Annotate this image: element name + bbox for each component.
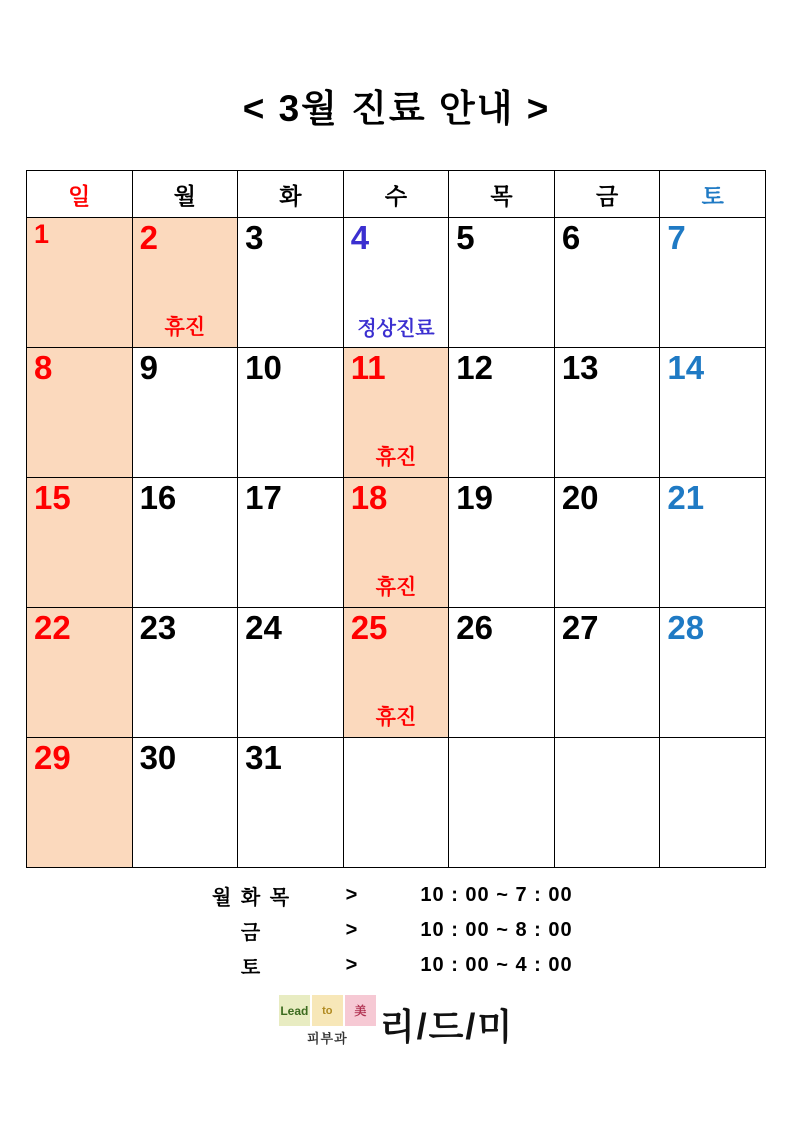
calendar-day-cell[interactable] [449, 608, 555, 738]
calendar-day-cell[interactable] [132, 738, 238, 868]
weekday-header-tue: 화 [238, 171, 344, 218]
calendar-day-cell[interactable] [27, 478, 133, 608]
day-number: 24 [245, 609, 282, 646]
business-hours-arrow-icon: > [345, 954, 358, 976]
day-number: 8 [34, 349, 53, 386]
day-number: 23 [139, 609, 177, 646]
day-number: 20 [561, 479, 599, 516]
calendar-day-cell[interactable] [238, 608, 344, 738]
day-number: 9 [139, 349, 158, 386]
day-number: 31 [245, 739, 282, 776]
business-hours-time: 10 : 00 ~ 4 : 00 [420, 954, 573, 976]
business-hours [0, 878, 793, 983]
weekday-header-sat: 토 [660, 171, 766, 218]
calendar-week-row [27, 608, 766, 738]
day-number: 3 [245, 219, 264, 256]
calendar-day-cell[interactable] [449, 478, 555, 608]
weekday-header-thu: 목 [449, 171, 555, 218]
day-number: 25 [350, 609, 388, 646]
business-hours-arrow-icon: > [345, 919, 358, 941]
calendar-day-cell[interactable] [27, 738, 133, 868]
logo-tile-beauty: 美 [345, 995, 376, 1026]
day-number: 2 [139, 219, 158, 256]
day-number: 10 [245, 349, 282, 386]
calendar-table [26, 170, 766, 868]
calendar-day-cell[interactable] [132, 348, 238, 478]
calendar-day-cell[interactable] [554, 348, 660, 478]
logo-tile-to: to [312, 995, 343, 1026]
calendar-day-cell[interactable] [343, 478, 449, 608]
day-note: 휴진 [375, 706, 417, 729]
calendar-empty-cell [554, 738, 660, 868]
calendar-day-cell[interactable] [238, 478, 344, 608]
logo-tile-lead: Lead [279, 995, 310, 1026]
calendar-day-cell[interactable] [27, 218, 133, 348]
calendar-header-row [27, 171, 766, 218]
calendar-week-row [27, 478, 766, 608]
business-hours-time: 10 : 00 ~ 7 : 00 [420, 884, 573, 906]
day-number: 28 [667, 609, 705, 646]
calendar-day-cell[interactable] [132, 608, 238, 738]
calendar-day-cell[interactable] [238, 348, 344, 478]
day-number: 11 [350, 349, 386, 386]
calendar-week-row [27, 348, 766, 478]
calendar-empty-cell [449, 738, 555, 868]
page-title: < 3월 진료 안내 > [242, 88, 551, 129]
business-hours-table [187, 878, 607, 983]
calendar-day-cell[interactable] [660, 218, 766, 348]
business-hours-row [187, 878, 607, 913]
logo-wordmark: 리/드/미 [379, 1006, 515, 1047]
business-hours-days: 월 화 목 [211, 887, 292, 909]
business-hours-row [187, 948, 607, 983]
day-note: 정상진료 [357, 318, 435, 340]
calendar-day-cell[interactable] [238, 218, 344, 348]
day-note: 휴진 [164, 316, 206, 339]
calendar-day-cell[interactable] [27, 608, 133, 738]
business-hours-days: 토 [240, 957, 263, 979]
day-number: 21 [667, 479, 705, 516]
day-number: 19 [456, 479, 493, 516]
day-number: 1 [34, 219, 50, 249]
calendar-day-cell[interactable] [132, 218, 238, 348]
calendar-day-cell[interactable] [554, 478, 660, 608]
business-hours-days: 금 [240, 922, 263, 944]
day-number: 17 [245, 479, 282, 516]
calendar-day-cell[interactable] [554, 218, 660, 348]
business-hours-row [187, 913, 607, 948]
day-number: 14 [667, 349, 705, 386]
logo-left [279, 995, 376, 1047]
day-number: 4 [350, 219, 370, 256]
business-hours-body [187, 878, 607, 983]
calendar-day-cell[interactable] [27, 348, 133, 478]
calendar-body [27, 218, 766, 868]
day-number: 12 [456, 349, 493, 386]
day-number: 15 [34, 479, 71, 516]
day-number: 22 [34, 609, 71, 646]
day-number: 27 [561, 609, 599, 646]
day-number: 7 [667, 219, 686, 256]
day-number: 30 [139, 739, 177, 776]
weekday-header-fri: 금 [554, 171, 660, 218]
calendar-week-row [27, 218, 766, 348]
logo-subtitle: 피부과 [306, 1031, 348, 1046]
calendar-day-cell[interactable] [449, 218, 555, 348]
calendar-day-cell[interactable] [343, 218, 449, 348]
calendar-container [26, 170, 766, 868]
calendar-day-cell[interactable] [343, 608, 449, 738]
business-hours-arrow-icon: > [345, 884, 358, 906]
weekday-header-mon: 월 [132, 171, 238, 218]
calendar-week-row [27, 738, 766, 868]
day-number: 26 [456, 609, 493, 646]
clinic-logo [0, 995, 793, 1047]
calendar-day-cell[interactable] [132, 478, 238, 608]
calendar-day-cell[interactable] [660, 478, 766, 608]
weekday-header-wed: 수 [343, 171, 449, 218]
calendar-day-cell[interactable] [449, 348, 555, 478]
calendar-day-cell[interactable] [554, 608, 660, 738]
day-number: 18 [350, 479, 388, 516]
day-number: 13 [561, 349, 599, 386]
calendar-day-cell[interactable] [238, 738, 344, 868]
business-hours-time: 10 : 00 ~ 8 : 00 [420, 919, 573, 941]
logo-inner [279, 995, 514, 1047]
day-number: 6 [561, 219, 581, 256]
calendar-day-cell[interactable] [343, 348, 449, 478]
weekday-header-sun: 일 [27, 171, 133, 218]
calendar-day-cell[interactable] [660, 348, 766, 478]
day-number: 16 [139, 479, 177, 516]
logo-tiles [279, 995, 376, 1026]
calendar-empty-cell [660, 738, 766, 868]
day-note: 휴진 [375, 576, 417, 599]
day-number: 29 [34, 739, 71, 776]
day-note: 휴진 [375, 446, 417, 469]
calendar-empty-cell [343, 738, 449, 868]
calendar-day-cell[interactable] [660, 608, 766, 738]
day-number: 5 [456, 219, 475, 256]
